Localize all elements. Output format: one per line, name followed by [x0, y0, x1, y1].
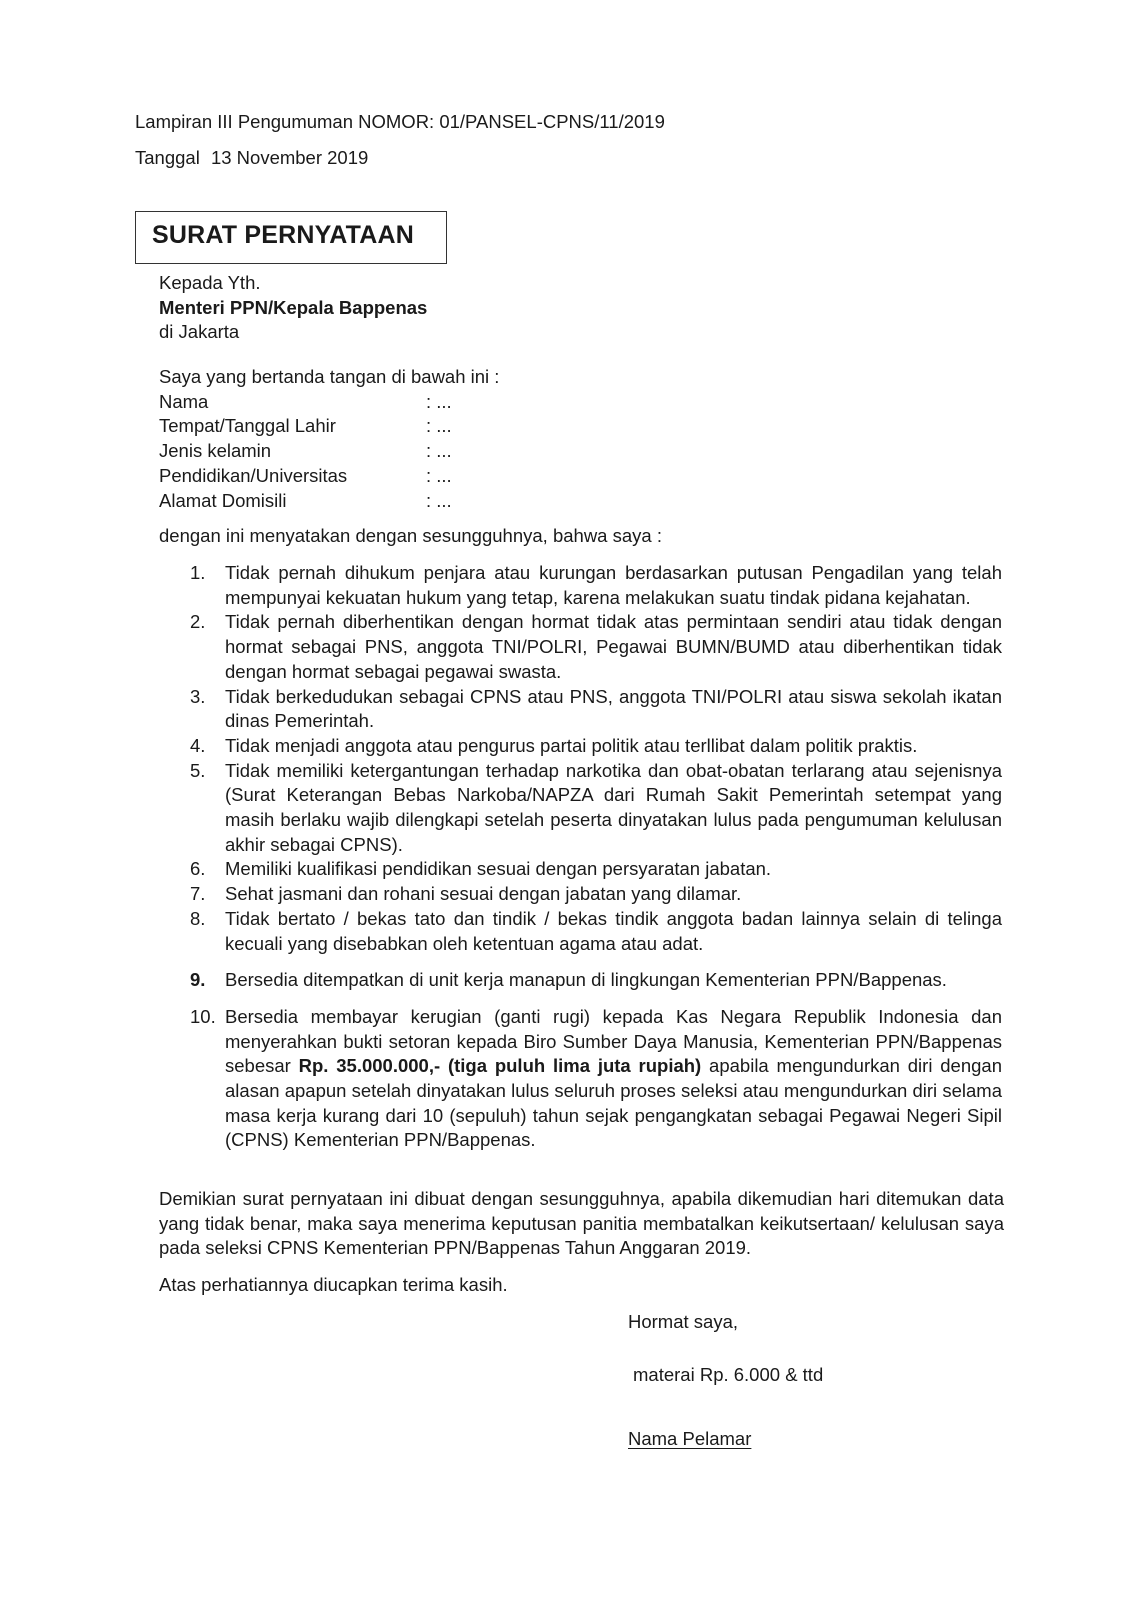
item-text [225, 1005, 1002, 1153]
attachment-reference: Lampiran III Pengumuman NOMOR: 01/PANSEL-CPNS/11/2019 [135, 111, 665, 132]
addressee-greeting: Kepada Yth. [159, 272, 261, 293]
list-item [190, 685, 1002, 734]
item-number: 6. [190, 858, 206, 880]
penalty-amount: Rp. 35.000.000,- (tiga puluh lima juta rupiah) [298, 1055, 702, 1077]
list-item [190, 759, 1002, 858]
list-item [190, 857, 1002, 882]
field-row [159, 464, 1004, 489]
item-text-part: Bersedia membayar kerugian (ganti rugi) kepada Kas Negara Republik Indonesia dan menyerahkan bukti setoran kepada Biro Sumber Daya Manusia, Kementerian PPN/Bappenas sebesar [225, 1005, 1002, 1077]
title-box [135, 211, 447, 264]
item-number: 10. [190, 1005, 216, 1027]
field-label: Jenis kelamin [159, 440, 272, 462]
list-item [190, 968, 1002, 993]
item-number: 5. [190, 759, 206, 781]
item-number: 9. [190, 969, 206, 991]
item-number: 8. [190, 907, 206, 929]
field-row [159, 390, 1004, 415]
signature-regards: Hormat saya, [628, 1311, 739, 1332]
item-text-part: apabila mengundurkan diri dengan alasan apapun setelah dinyatakan lulus seluruh proses seleksi atau mengundurkan diri selama masa kerja kurang dari 10 (sepuluh) tahun sejak pengangkatan sebagai Pegawai Negeri Sipil (CPNS) Kementerian PPN/Bappenas. [225, 1055, 1002, 1151]
item-number: 4. [190, 734, 206, 756]
item-text: Tidak menjadi anggota atau pengurus partai politik atau terllibat dalam politik praktis. [225, 734, 918, 756]
statement-list [190, 561, 1002, 1153]
field-value: : ... [426, 440, 452, 462]
item-text: Tidak bertato / bekas tato dan tindik / bekas tindik anggota badan lainnya selain di telinga kecuali yang disebabkan oleh ketentuan agama atau adat. [225, 907, 1002, 954]
item-text: Tidak pernah dihukum penjara atau kurungan berdasarkan putusan Pengadilan yang telah mempunyai kekuatan hukum yang tetap, karena melakukan suatu tindak pidana kejahatan. [225, 562, 1002, 608]
addressee-place: di Jakarta [159, 321, 240, 343]
document-title: SURAT PERNYATAAN [152, 221, 415, 249]
field-row [159, 414, 1004, 439]
list-item [190, 610, 1002, 684]
date-label: Tanggal [135, 147, 200, 168]
list-item [190, 907, 1002, 956]
field-label: Nama [159, 390, 209, 412]
field-row [159, 439, 1004, 464]
field-value: : ... [426, 464, 452, 486]
declaration-text: dengan ini menyatakan dengan sesungguhnya, bahwa saya : [159, 525, 662, 546]
list-item [190, 561, 1002, 610]
field-label: Pendidikan/Universitas [159, 464, 348, 486]
field-row [159, 489, 1004, 514]
item-text: Tidak pernah diberhentikan dengan hormat tidak atas permintaan sendiri atau tidak dengan hormat sebagai PNS, anggota TNI/POLRI, Pegawai BUMN/BUMD atau diberhentikan tidak dengan hormat sebagai pegawai swasta. [225, 611, 1002, 682]
signature-stamp-note: materai Rp. 6.000 & ttd [633, 1364, 824, 1385]
date-value: 13 November 2019 [210, 147, 369, 168]
field-label: Tempat/Tanggal Lahir [159, 415, 336, 437]
item-text: Tidak berkedudukan sebagai CPNS atau PNS, anggota TNI/POLRI atau siswa sekolah ikatan dinas Pemerintah. [225, 685, 1002, 732]
field-value: : ... [426, 415, 452, 437]
applicant-name: Nama Pelamar [628, 1428, 752, 1449]
addressee-recipient: Menteri PPN/Kepala Bappenas [159, 296, 428, 318]
thanks-text: Atas perhatiannya diucapkan terima kasih. [159, 1274, 508, 1295]
item-text: Bersedia ditempatkan di unit kerja manapun di lingkungan Kementerian PPN/Bappenas. [225, 969, 947, 991]
item-number: 3. [190, 685, 206, 707]
list-item [190, 1005, 1002, 1153]
item-number: 2. [190, 611, 206, 633]
list-item [190, 734, 1002, 759]
identity-block [159, 365, 1004, 513]
item-number: 1. [190, 562, 206, 583]
item-text: Sehat jasmani dan rohani sesuai dengan jabatan yang dilamar. [225, 883, 742, 905]
addressee-block [159, 271, 1004, 345]
attachment-date [135, 146, 368, 170]
field-value: : ... [426, 489, 452, 511]
list-item [190, 882, 1002, 907]
item-number: 7. [190, 883, 206, 905]
field-label: Alamat Domisili [159, 489, 287, 511]
intro-text: Saya yang bertanda tangan di bawah ini : [159, 366, 500, 387]
item-text: Memiliki kualifikasi pendidikan sesuai dengan persyaratan jabatan. [225, 858, 772, 880]
item-text: Tidak memiliki ketergantungan terhadap narkotika dan obat-obatan terlarang atau sejenisnya (Surat Keterangan Bebas Narkoba/NAPZA dari Rumah Sakit Pemerintah setempat yang masih berlaku wajib dilengkapi setelah peserta dinyatakan lulus pada pengumuman kelulusan akhir sebagai CPNS). [225, 759, 1002, 855]
closing-paragraph: Demikian surat pernyataan ini dibuat dengan sesungguhnya, apabila dikemudian hari ditemukan data yang tidak benar, maka saya menerima keputusan panitia membatalkan keikutsertaan/ kelulusan saya pada seleksi CPNS Kementerian PPN/Bappenas Tahun Anggaran 2019. [159, 1188, 1004, 1259]
field-value: : ... [426, 390, 452, 412]
